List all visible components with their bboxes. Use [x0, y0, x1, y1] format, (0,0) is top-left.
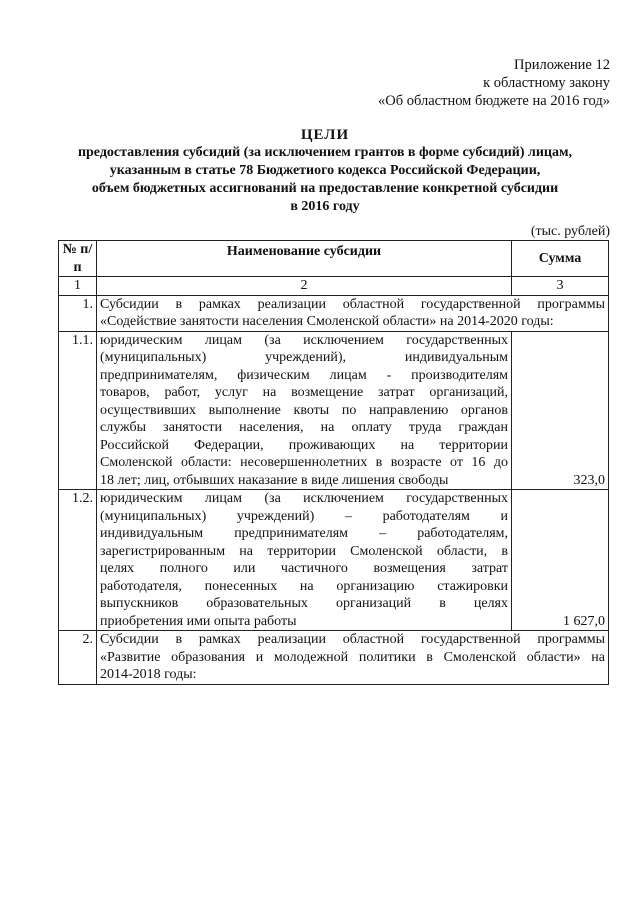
description-line: индивидуальным предпринимателям – работодателям,	[100, 526, 508, 541]
row-number: 1.	[59, 295, 97, 331]
description-line: службы занятости населения, на оплату труда граждан	[100, 420, 508, 435]
row-description	[97, 631, 609, 685]
appendix-line-2: к областному закону	[483, 75, 610, 91]
description-line: Субсидии в рамках реализации областной государственной программы	[100, 632, 605, 647]
index-cell: 2	[97, 277, 512, 296]
title-line-4: в 2016 году	[290, 199, 360, 214]
title-line-1: предоставления субсидий (за исключением грантов в форме субсидий) лицам,	[77, 145, 573, 160]
description-line: юридическим лицам (за исключением государственных	[100, 491, 508, 506]
description-line: Российской Федерации, проживающих на территории	[100, 437, 508, 453]
description-line: (муниципальных) учреждений), индивидуальным	[100, 350, 508, 365]
description-line: 2014-2018 годы:	[100, 667, 197, 682]
header-sum: Сумма	[512, 241, 609, 277]
index-row	[59, 277, 609, 296]
table-row	[59, 331, 609, 490]
description-line: предпринимателям, физическим лицам - производителям	[100, 367, 508, 383]
description-line: Смоленской области: несовершеннолетних в возрасте от 16 до	[100, 455, 508, 470]
document-title	[40, 126, 610, 216]
table-row	[59, 295, 609, 331]
title-main: ЦЕЛИ	[300, 127, 350, 143]
description-line: «Развитие образования и молодежной политики в Смоленской области» на	[100, 649, 605, 665]
description-line: «Содействие занятости населения Смоленской области» на 2014-2020 годы:	[100, 314, 554, 329]
description-line: приобретения ими опыта работы	[100, 613, 297, 629]
appendix-header	[378, 56, 610, 110]
description-line: (муниципальных) учреждений) – работодателям и	[100, 508, 508, 524]
table-row	[59, 631, 609, 685]
description-line: Субсидии в рамках реализации областной государственной программы	[100, 296, 605, 312]
row-number: 2.	[59, 631, 97, 685]
index-cell: 3	[512, 277, 609, 296]
units-label: (тыс. рублей)	[530, 224, 610, 239]
description-line: товаров, работ, услуг на возмещение затрат организаций,	[100, 385, 508, 400]
appendix-line-1: Приложение 12	[514, 57, 610, 73]
row-description	[97, 490, 512, 631]
description-line: работодателя, понесенных на организацию стажировки	[100, 578, 508, 594]
row-description	[97, 331, 512, 490]
row-sum: 1 627,0	[512, 490, 609, 631]
appendix-line-3: «Об областном бюджете на 2016 год»	[378, 93, 610, 109]
row-number: 1.1.	[59, 331, 97, 490]
title-line-2: указанным в статье 78 Бюджетиого кодекса Российской Федерации,	[109, 163, 541, 178]
subsidies-table	[58, 240, 609, 685]
description-line: зарегистрированным на территории Смоленской области, в	[100, 543, 508, 559]
description-line: выпускников образовательных организаций в целях	[100, 596, 508, 611]
row-number: 1.2.	[59, 490, 97, 631]
description-line: осуществивших выполнение квоты по направлению органов	[100, 402, 508, 418]
table-header-row	[59, 241, 609, 277]
description-line: юридическим лицам (за исключением государственных	[100, 332, 508, 348]
table-row	[59, 490, 609, 631]
header-name: Наименование субсидии	[97, 241, 512, 277]
title-line-3: объем бюджетных ассигнований на предоставление конкретной субсидии	[91, 181, 559, 196]
description-line: целях полного или частичного возмещения затрат	[100, 561, 508, 576]
description-line: 18 лет; лиц, отбывших наказание в виде лишения свободы	[100, 472, 449, 488]
row-sum: 323,0	[512, 331, 609, 490]
row-description	[97, 295, 609, 331]
header-num: № п/п	[59, 241, 97, 277]
index-cell: 1	[59, 277, 97, 296]
